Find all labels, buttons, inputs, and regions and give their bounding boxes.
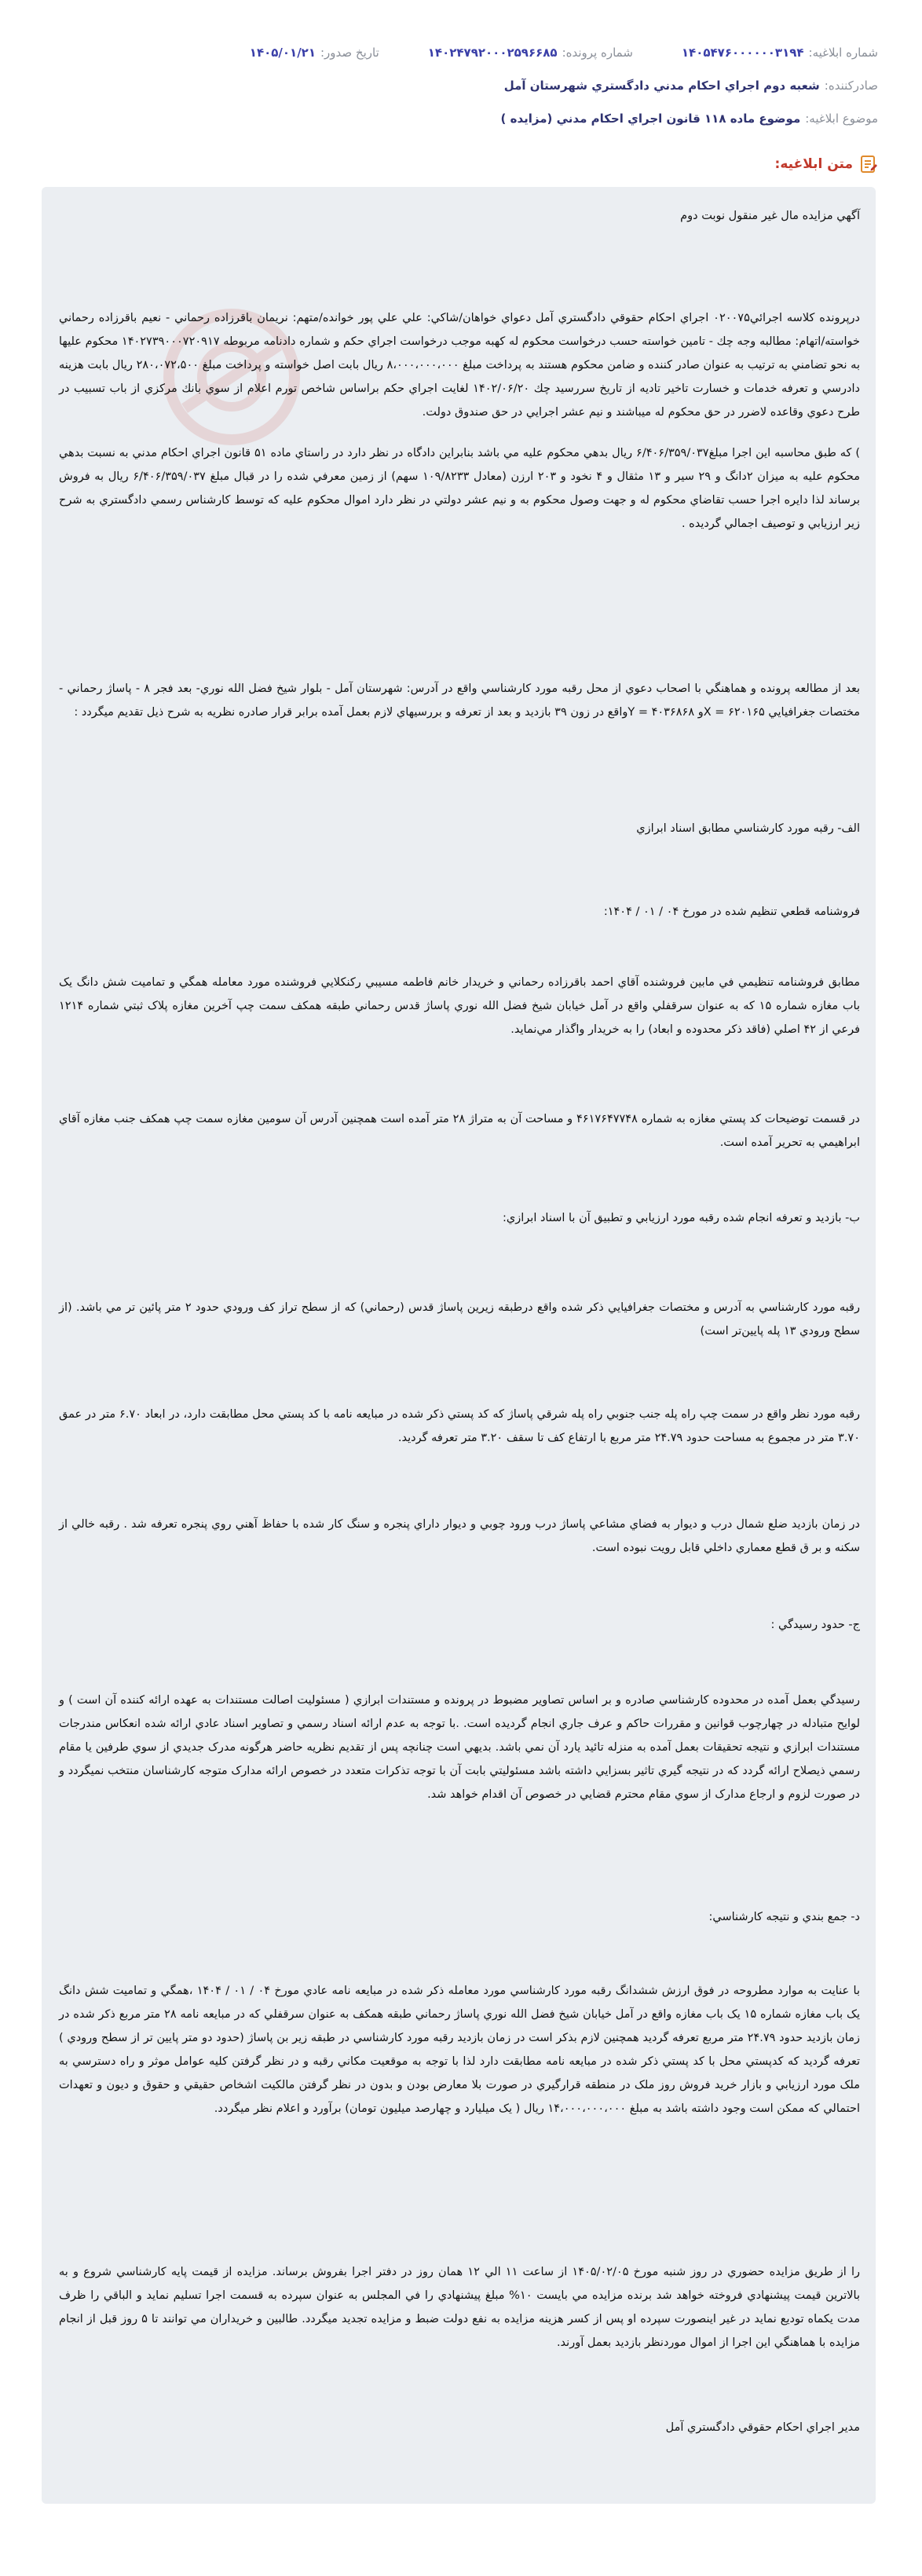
issuer	[504, 76, 878, 95]
notice-document-icon	[859, 154, 878, 174]
header-row-numbers	[44, 43, 878, 62]
issue-date	[250, 43, 379, 62]
notice-title	[775, 154, 878, 174]
body-paragraph-section: ب- بازديد و تعرفه انجام شده رقبه مورد ارزيابي و تطبيق آن با اسناد ابرازي:	[503, 1212, 860, 1224]
case-number-value: ۱۴۰۲۴۷۹۲۰۰۰۲۵۹۶۶۸۵	[427, 46, 558, 60]
body-paragraph-section: الف- رقبه مورد کارشناسي مطابق اسناد ابرازي	[636, 822, 860, 835]
body-paragraph: در قسمت توضيحات کد پستي مغازه به شماره ۴۶۱۷۶۴۷۷۴۸ و مساحت آن به متراژ ۲۸ متر آمده است همچنين آدرس آن سومين مغازه سمت چپ همکف جنب مغازه آقاي ابراهيمي به تحرير آمده است.	[59, 1113, 861, 1149]
signature-line: مدير اجراي احکام حقوقي دادگستري آمل	[665, 2421, 860, 2434]
notice-number-value: ۱۴۰۵۴۷۶۰۰۰۰۰۰۳۱۹۴	[681, 46, 804, 60]
subject	[501, 109, 878, 128]
body-paragraph: رسيدگي بعمل آمده در محدوده کارشناسي صادره و بر اساس تصاوير مضبوط در پرونده و مستندات ابرازي ( مسئوليت اصالت مستندات به عهده ارائه کننده آن است ) و لوايح متبادله در چهارچوب قوانين و مقررات حاکم و عرف جاري انجام گرديده است. .با توجه به عدم ارائه اسناد رسمي و تصاوير اسناد عادي ارائه شده انعکاس مندرجات مستندات ابرازي و نتيجه تحقيقات بعمل آمده به منزله تائيد يارد آن نمي باشد. بديهي است چنانچه پس از تقديم نظريه حاضر هرگونه مدرک جديدي از سوي طرفين يا مقام رسمي ذيصلاح ارائه گردد که در نتيجه گيري تاثير بسزايي داشته باشد مسئوليتي بابت آن با توجه تذکرات متعدد در خصوص ارائه مدارک متوجه کارشناسان منتخب نميگردد و در صورت لزوم و ارجاع مدارک از سوي مقام محترم قضايي در خصوص آن اقدام خواهد شد.	[59, 1694, 860, 1801]
issuer-value: شعبه دوم اجراي احكام مدني دادگستري شهرستان آمل	[503, 79, 820, 93]
body-paragraph: رقبه مورد کارشناسي به آدرس و مختصات جغرافيايي ذکر شده واقع درطبقه زيرين پاساژ قدس (رحماني) که از سطح تراز کف ورودي حدود ۲ متر پائين تر مي باشد. (از سطح ورودي ۱۳ پله پايين‌تر است)	[59, 1301, 860, 1337]
body-paragraph: با عنايت به موارد مطروحه در فوق ارزش ششدانگ رقبه مورد کارشناسي مورد معامله ذکر شده در مبايعه نامه عادي مورخ ۰۴ / ۰۱ / ۱۴۰۴ ،همگي و تماميت شش دانگ يک باب مغازه شماره ۱۵ يک باب مغازه واقع در آمل خيابان شيخ فضل الله نوري پاساژ رحماني طبقه همکف به عنوان سرقفلي که در مبايعه نامه ۲۸ متر مربع ذکر شده در زمان بازديد حدود ۲۴.۷۹ متر مربع تعرفه گرديد همچنين لازم بذکر است در زمان بازديد رقبه مورد کارشناسي در طبقه زير بن پاساژ (حدود دو متر پايين تر از سطح ورودي ) تعرفه گرديد که کدپستي محل با کد پستي ذکر شده در مبايعه نامه مطابقت دارد لذا با توجه به موقعيت مکاني رقبه و در نظر گرفتن کليه عوامل موثر و راه دسترسي به ملک مورد ارزيابي و بازار خريد فروش روز ملک در منطقه قرارگيري در صورت بلا معارض بودن و بدون در نظر گرفتن مالکيت اشخاص حقيقي و حقوق و ديون و تعهدات احتمالي که ممکن است وجود داشته باشد به مبلغ ۱۴،۰۰۰،۰۰۰،۰۰۰ ريال ( يک ميليارد و چهارصد ميليون تومان) برآورد و اعلام نظر ميگردد.	[59, 1985, 860, 2115]
notice-body	[42, 187, 876, 2504]
body-paragraph: مطابق فروشنامه تنظيمي في مابين فروشنده آقاي احمد باقرزاده رحماني و خريدار خانم فاطمه مسيبي رکنکلايي فروشنده مورد معامله همگي و تماميت شش دانگ يک باب مغازه شماره ۱۵ که به عنوان سرقفلي واقع در آمل خيابان شيخ فضل الله نوري پاساژ قدس رحماني طبقه همکف سمت چپ آخرين مغازه پلاک ثبتي شماره ۱۲۱۴ فرعي از ۴۲ اصلي (فاقد ذکر محدوده و ابعاد) را به خريدار واگذار مي‌نمايد.	[59, 976, 861, 1036]
subject-value: موضوع ماده ۱۱۸ قانون اجراي احكام مدني (مزايده )	[500, 112, 801, 126]
body-paragraph-section: د- جمع بندي و نتيجه کارشناسي:	[708, 1911, 860, 1923]
body-paragraph-section: فروشنامه قطعي تنظيم شده در مورخ ۰۴ / ۰۱ / ۱۴۰۴:	[603, 906, 860, 918]
notice-title-text: متن ابلاغيه:	[774, 156, 853, 172]
body-paragraph: بعد از مطالعه پرونده و هماهنگي با اصحاب دعوي از محل رقبه مورد کارشناسي واقع در آدرس: شهرستان آمل - بلوار شيخ فضل الله نوري- بعد فجر ۸ - پاساژ رحماني - مختصات جغرافيايي ۶۲۰۱۶۵ = Xو ۴۰۳۶۸۶۸ = Yواقع در زون ۳۹ بازديد و بعد از تعرفه و بررسيهاي لازم بعمل آمده برابر قرار صادره نظريه به شرح ذيل تقديم ميگردد :	[59, 682, 860, 719]
notice-number-label: شماره ابلاغيه:	[808, 46, 878, 60]
body-paragraph-heading: آگهي مزايده مال غير منقول نوبت دوم	[680, 210, 860, 222]
body-paragraph-section: ج- حدود رسيدگي :	[770, 1619, 860, 1631]
notice-number	[682, 43, 878, 62]
body-paragraph: ) که طبق محاسبه اين اجرا مبلغ۶/۴۰۶/۳۵۹/۰۳۷ ريال بدهي محکوم عليه مي باشد بنابراين دادگاه در نظر دارد در راستاي ماده ۵۱ قانون اجراي احکام مدني به نسبت بدهي محکوم عليه به ميزان ۲دانگ و ۲۹ سير و ۱۳ مثقال و ۴ نخود و ۲۰۳ ارزن (معادل ۱۰۹/۸۲۳۳ سهم) از زمين معرفي شده را در قبال مبلغ ۶/۴۰۶/۳۵۹/۰۳۷ ريال به فروش برساند لذا دايره اجرا حسب تقاضاي محکوم له و جهت وصول محکوم به و نيم عشر دولتي در نظر دارد اموال محکوم عليه که توسط کارشناس رسمي دادگستري به شرح زير ارزيابي و توصيف اجمالي گرديده .	[59, 447, 861, 530]
issue-date-value: ۱۴۰۵/۰۱/۲۱	[249, 46, 316, 60]
issuer-label: صادرکننده:	[824, 79, 878, 93]
case-number-label: شماره پرونده:	[562, 46, 633, 60]
body-paragraph: را از طريق مزايده حضوري در روز شنبه مورخ ۱۴۰۵/۰۲/۰۵ از ساعت ۱۱ الي ۱۲ همان روز در دفتر اجرا بفروش برساند. مزايده از قيمت پايه کارشناسي شروع و به بالاترين قيمت پيشنهادي فروخته خواهد شد برنده مزايده مي بايست ۱۰% مبلغ پيشنهادي را في المجلس به عنوان سپرده به قسمت اجرا تسليم نمايد و الباقي را ظرف مدت يکماه توديع نمايد در غير اينصورت سپرده او پس از کسر هزينه مزايده به نفع دولت ضبط و مزايده تجديد ميگردد. طالبين و خريداران مي توانند تا ۵ روز قبل از انجام مزايده با هماهنگي اين اجرا از اموال موردنظر بازديد بعمل آورند.	[59, 2266, 860, 2349]
body-paragraph: در زمان بازديد ضلع شمال درب و ديوار به فضاي مشاعي پاساژ درب ورود چوبي و ديوار داراي پنجره و سنگ کار شده با حفاظ آهني روي پنجره تعرفه شد . رقبه خالي از سکنه و بر ق قطع معماري داخلي قابل رويت نبوده است.	[59, 1518, 860, 1554]
issue-date-label: تاريخ صدور:	[320, 46, 379, 60]
subject-label: موضوع ابلاغيه:	[805, 112, 878, 126]
case-number	[428, 43, 633, 62]
header-row-issuer	[44, 76, 878, 95]
header-row-subject	[44, 109, 878, 128]
body-paragraph: رقبه مورد نظر واقع در سمت چپ راه پله جنب جنوبي راه پله شرقي پاساژ که کد پستي ذکر شده در مبايعه نامه با کد پستي محل مطابقت دارد، در ابعاد ۶.۷۰ متر در عمق ۳.۷۰ متر در مجموع به مساحت حدود ۲۴.۷۹ متر مربع با ارتفاع کف تا سقف ۳.۲۰ متر تعرفه گرديد.	[59, 1408, 861, 1444]
body-paragraph: درپرونده کلاسه اجرائي۰۲۰۰۷۵ اجراي احکام حقوقي دادگستري آمل دعواي خواهان/شاکي: علي علي پور خوانده/متهم: نريمان باقرزاده رحماني - نعيم باقرزاده رحماني خواسته/اتهام: مطالبه وجه چك - تامين خواسته حسب درخواست محكوم له كهبه موجب درخواست اجراي حكم و شماره دادنامه مربوطه ۱۴۰۲۷۳۹۰۰۰۷۲۰۹۱۷ محکوم عليها به نحو تضامني به ترتيب به عنوان صادر کننده و ضامن محکوم هستند به پرداخت مبلغ ۸،۰۰۰،۰۰۰،۰۰۰ ريال بابت اصل خواسته و پرداخت مبلغ ۲۸۰،۰۷۲،۵۰۰ ريال بابت هزينه دادرسي و تعرفه خدمات و خسارت تاخير تاديه از تاريخ سررسيد چك ۱۴۰۲/۰۶/۲۰ لغايت اجراي حكم براساس شاخص تورم اعلام از سوي بانك مركزي از باب تسبيب در طرح دعوي وقاعده لاضرر در حق محكوم له ميباشند و نيم عشر اجرايي در حق صندوق دولت.	[59, 312, 861, 419]
